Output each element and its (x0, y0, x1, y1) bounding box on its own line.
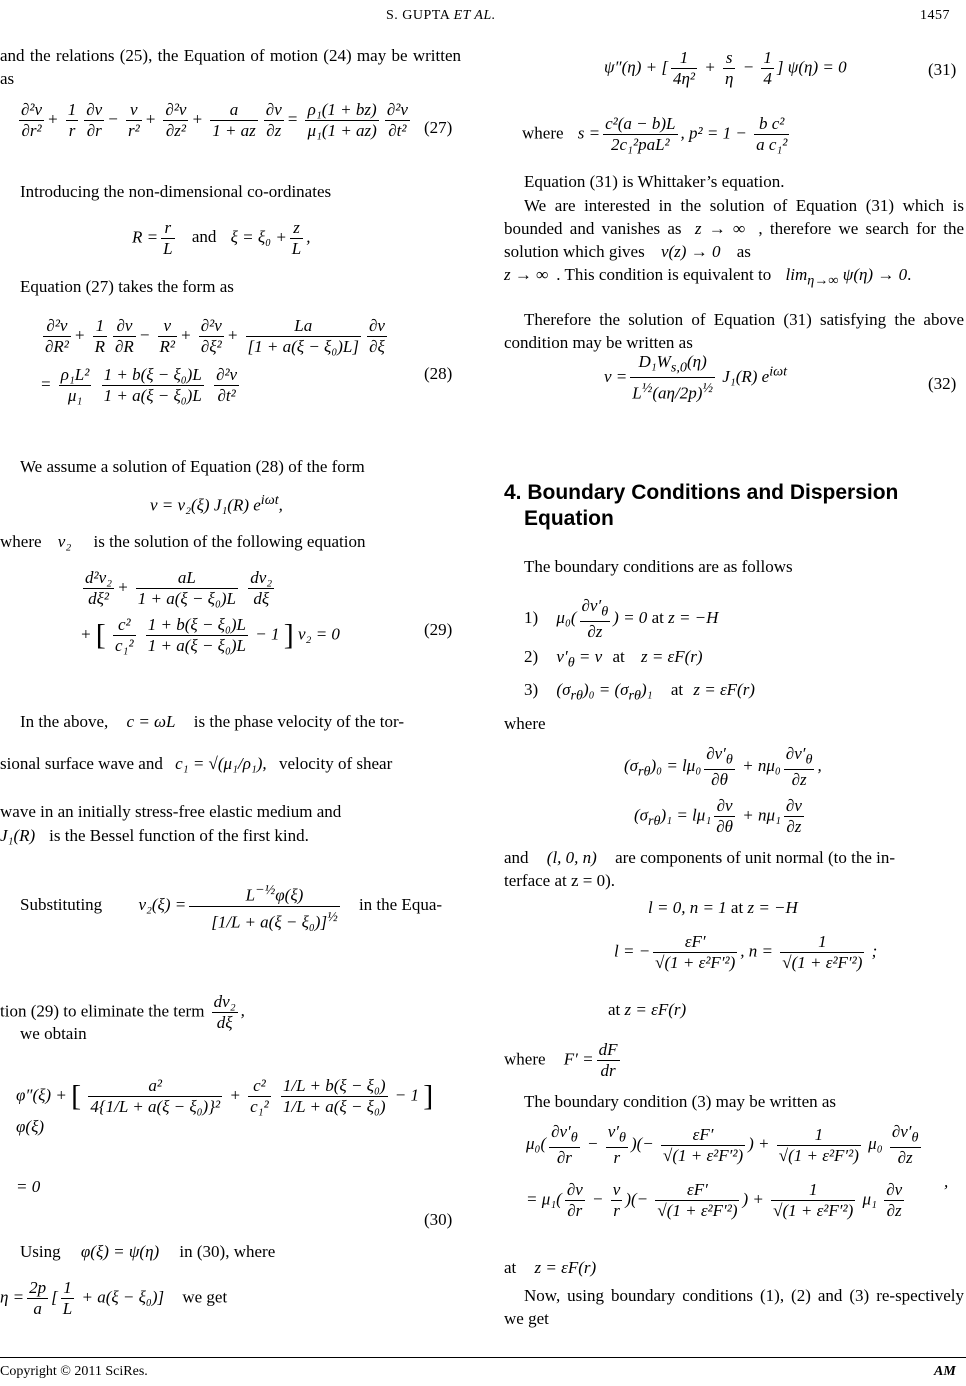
equation-bc3-comma: , (944, 1172, 949, 1191)
equation-29-label: (29) (424, 620, 453, 639)
equation-27: $\frac{\text{∂²v}}{\text{∂r²}}$ + $\frac{1}{r}$ $\frac{\partial v}{\partial r}$ − $\frac{v}{\text{r²}}$ + $\frac{\text{∂²v}}{\text{∂z²}}$ + $\frac{a}{1 + az}$ $\frac{\partial v}{\partial z}$ = $\frac{\text{ρ₁(1 + bz)}}{\text{μ₁(1 + az)}}$ $\frac{\text{∂²v}}{\text{∂t²}}$ (21, 100, 408, 140)
bc1-label: 1) (524, 608, 539, 628)
footer-rule (0, 1357, 966, 1358)
bc1-at: at (651, 608, 664, 628)
paragraph-sional: sional surface wave and c₁ = √(μ₁/ρ₁), velocity of shear (0, 754, 393, 773)
bc2-label: 2) (524, 647, 539, 666)
sional-text-1: sional surface wave and (0, 754, 163, 773)
unit-normal-text-1: are components of unit normal (to the in- (615, 848, 896, 867)
paragraph-using: Using φ(ξ) = ψ(η) in (30), where (20, 1242, 276, 1261)
equation-28-label: (28) (424, 364, 453, 383)
paragraph-whittaker: Equation (31) is Whittaker’s equation. (524, 172, 785, 191)
equation-31: ψ″(η) + [ $\frac{1}{\text{4η²}}$ + $\frac{s}{\eta}$ − $\frac{1}{4}$ ] ψ(η) = 0 (604, 48, 847, 88)
equation-28: $\frac{\text{∂²v}}{\text{∂R²}}$ + $\frac{1}{R}$ $\frac{\partial v}{\partial R}$ − $\frac{v}{\text{R²}}$ + $\frac{\text{∂²v}}{\text{∂ξ²}}$ + $\frac{La}{\text{[1 + a(ξ − ξ₀)L]}}$ $\frac{\partial v}{\partial\xi}$ = $\frac{\text{ρ₁L²}}{\text{μ₁}}$ $\frac{\text{1 + b(ξ − ξ₀)L}}{\text{1 + a(ξ − ξ₀)L}}$ $\frac{\text{∂²v}}{\text{∂t²}}$ (40, 316, 385, 405)
paragraph-bessel: J₁(R) is the Bessel function of the first kind. (0, 826, 309, 845)
nondim-and: and (191, 227, 217, 247)
boundary-condition-2: 2) $v'_\theta = v$ at z = εF(r) (524, 647, 703, 671)
equation-normal-surface: l = − $\frac{\varepsilon F'}{\text{√(1 + ε²F′²)}}$ , n = $\frac{1}{\text{√(1 + ε²F′²)}}$ ; (614, 932, 878, 972)
we-get-text: we get (182, 1287, 228, 1307)
paragraph-therefore: Therefore the solution of Equation (31) satisfying the above condition may be written as (504, 310, 964, 352)
interest-text-2: , therefore we search for the solution which gives (504, 219, 965, 261)
and-word: and (504, 848, 529, 867)
using-text-1: Using (20, 1242, 61, 1261)
boundary-condition-3: 3) $(\sigma_{r\theta})_0 = (\sigma_{r\theta})_1$ at z = εF(r) (524, 680, 755, 704)
paragraph-we-obtain: we obtain (20, 1024, 87, 1043)
paragraph-intro: and the relations (25), the Equation of motion (24) may be written as (0, 46, 461, 88)
section-title-1: Boundary Conditions and Dispersion (527, 481, 899, 504)
equation-29: $\frac{\text{d²v₂}}{\text{dξ²}}$ + $\frac{aL}{\text{1 + a(ξ − ξ₀)L}}$ $\frac{\text{dv₂}}{d\xi}$ + [ $\frac{\text{c²}}{\text{c₁²}}$ $\frac{\text{1 + b(ξ − ξ₀)L}}{\text{1 + a(ξ − ξ₀)L}}$ − 1 ] v₂ = 0 (80, 568, 340, 655)
bessel-text: is the Bessel function of the first kind. (49, 826, 309, 845)
bc3-label: 3) (524, 680, 539, 699)
equation-normal-at: at z = εF(r) (608, 1000, 687, 1019)
paragraph-where-s: where s = $\frac{\text{c²(a − b)L}}{\text{2c₁²paL²}}$ , p² = 1 − $\frac{\text{b c²}}{\text{a c₁²}}$ (522, 114, 788, 154)
paragraph-at-surface: at z = εF(r) (504, 1258, 597, 1277)
bc3-at: at (670, 680, 684, 699)
footer-copyright: Copyright © 2011 SciRes. (0, 1364, 148, 1379)
using-text-2: in (30), where (179, 1242, 276, 1261)
equation-bc3-expanded: μ₀( $\frac{\partial v'_\theta}{\partial r}$ − $\frac{v'_\theta}{r}$ )(− $\frac{\varepsilon F'}{\text{√(1 + ε²F′²)}}$ ) + $\frac{1}{\text{√(1 + ε²F′²)}}$ μ₀ $\frac{\partial v'_\theta}{\partial z}$ = μ₁( $\frac{\partial v}{\partial r}$ − $\frac{v}{r}$ )(− $\frac{\varepsilon F'}{\text{√(1 + ε²F′²)}}$ ) + $\frac{1}{\text{√(1 + ε²F′²)}}$ μ₁ $\frac{\partial v}{\partial z}$ (526, 1122, 919, 1221)
paragraph-unit-normal: and (l, 0, n) are components of unit normal (to the in- terface at z = 0). (504, 846, 964, 892)
where-v2-text: is the solution of the following equation (93, 532, 366, 551)
paragraph-bc3-rewrite: The boundary condition (3) may be written as (524, 1092, 837, 1111)
running-etal: ET AL. (453, 8, 496, 23)
running-title: S. GUPTA (386, 8, 450, 23)
paragraph-in-above: In the above, c = ωL is the phase velocity of the tor- (20, 712, 404, 731)
section-heading (504, 480, 964, 532)
equation-31-label: (31) (928, 60, 957, 79)
paragraph-eta: η = $\frac{2p}{a}$ [ $\frac{1}{L}$ + a(ξ − ξ₀)] we get (0, 1278, 228, 1318)
right-column (504, 0, 964, 1340)
paragraph-substituting: Substituting v₂(ξ) = $\frac{L^{-\frac{1}{2}}\varphi(\xi)}{[1/L + a(\xi - \xi_0)]^{\frac{1}{2}}}$ in the Equa- (20, 882, 443, 932)
interest-text-3: as (736, 242, 751, 261)
interest-text-4: . This condition is equivalent to (556, 265, 772, 284)
section-title-2: Equation (524, 507, 614, 530)
subst-text-1: Substituting (20, 895, 103, 915)
equation-solution-form: v = v₂(ξ) J₁(R) $e^{i\omega t}$, (150, 492, 283, 515)
equation-30: φ″(ξ) + [ $\frac{\text{a²}}{\text{4\{1/L + a(ξ − ξ₀)\}²}}$ + $\frac{\text{c²}}{\text{c₁²}}$ $\frac{\text{1/L + b(ξ − ξ₀)}}{\text{1/L + a(ξ − ξ₀)}}$ − 1 ] φ(ξ) = 0 (16, 1076, 434, 1196)
equation-sigma-1: $(\sigma_{r\theta})_1 = l\mu_1$ $\frac{\partial v}{\partial\theta}$ + nμ₁ $\frac{\partial v}{\partial z}$ (634, 796, 802, 836)
where-word-1: where (0, 532, 42, 551)
paragraph-wave: wave in an initially stress-free elastic medium and (0, 802, 342, 821)
in-above-text-2: is the phase velocity of the tor- (193, 712, 404, 731)
equation-30-label: (30) (424, 1210, 453, 1229)
footer-journal: AM (934, 1364, 956, 1379)
equation-nondim: R = $\frac{r}{L}$ and ξ = ξ₀ + $\frac{z}{L}$ , (132, 218, 311, 258)
normal-bottom-at: at (730, 898, 744, 917)
left-column (0, 0, 466, 1340)
unit-normal-text-2: terface at z = 0). (504, 871, 616, 890)
bc2-at: at (612, 647, 625, 666)
tion29-text: tion (29) to eliminate the term (0, 1001, 205, 1021)
paragraph-eq27-form: Equation (27) takes the form as (20, 277, 234, 296)
equation-sigma-0: $(\sigma_{r\theta})_0 = l\mu_0$ $\frac{\partial v'_\theta}{\partial\theta}$ + nμ₀ $\frac{\partial v'_\theta}{\partial z}$ , (624, 744, 822, 790)
paragraph-bc-intro: The boundary conditions are as follows (524, 557, 793, 576)
paragraph-interest: We are interested in the solution of Equation (31) which is bounded and vanishes as z → ∞ , therefore we search for the solution which gives v(z) → 0 as z → ∞ . This condition is equivalent to $\lim_{\eta\to\infty} \psi(\eta) \to 0$. (504, 196, 965, 289)
where-fprime-word: where (504, 1049, 546, 1069)
normal-surface-at: at (608, 1000, 621, 1019)
paragraph-assume: We assume a solution of Equation (28) of the form (20, 457, 365, 476)
where-sigma-word: where (504, 714, 546, 733)
equation-normal-bottom: l = 0, n = 1 at z = −H (648, 898, 798, 917)
in-above-text-1: In the above, (20, 712, 109, 731)
paragraph-tion29: tion (29) to eliminate the term $\frac{\text{dv₂}}{d\xi}$ , (0, 992, 245, 1032)
page-number: 1457 (920, 8, 950, 23)
equation-32: v = $\frac{D_1W_{s,0}(\eta)}{L^{\frac{1}{2}}(a\eta/2p)^{\frac{1}{2}}}$ J₁(R) $e^{i\omega t}$ (604, 352, 788, 404)
paragraph-where-fprime: where F′ = $\frac{dF}{dr}$ (504, 1040, 618, 1080)
section-number: 4. (504, 481, 522, 504)
paragraph-now: Now, using boundary conditions (1), (2) and (3) re-spectively we get (504, 1286, 964, 1328)
equation-27-label: (27) (424, 118, 453, 137)
sional-text-2: velocity of shear (278, 754, 393, 773)
subst-text-2: in the Equa- (358, 895, 443, 915)
paragraph-where-v2: where ν₂ is the solution of the following equation (0, 532, 366, 551)
where-s-word: where (522, 123, 564, 143)
boundary-condition-1: 1) μ₀( $\frac{\partial v'_\theta}{\partial z}$ ) = 0 at z = −H (524, 596, 719, 642)
equation-32-label: (32) (928, 374, 957, 393)
interest-text-1: We are interested in the solution of Equation (31) which is bounded and vanishes as (504, 196, 964, 238)
at-surface-word: at (504, 1258, 517, 1277)
paragraph-nondim: Introducing the non-dimensional co-ordinates (20, 182, 332, 201)
